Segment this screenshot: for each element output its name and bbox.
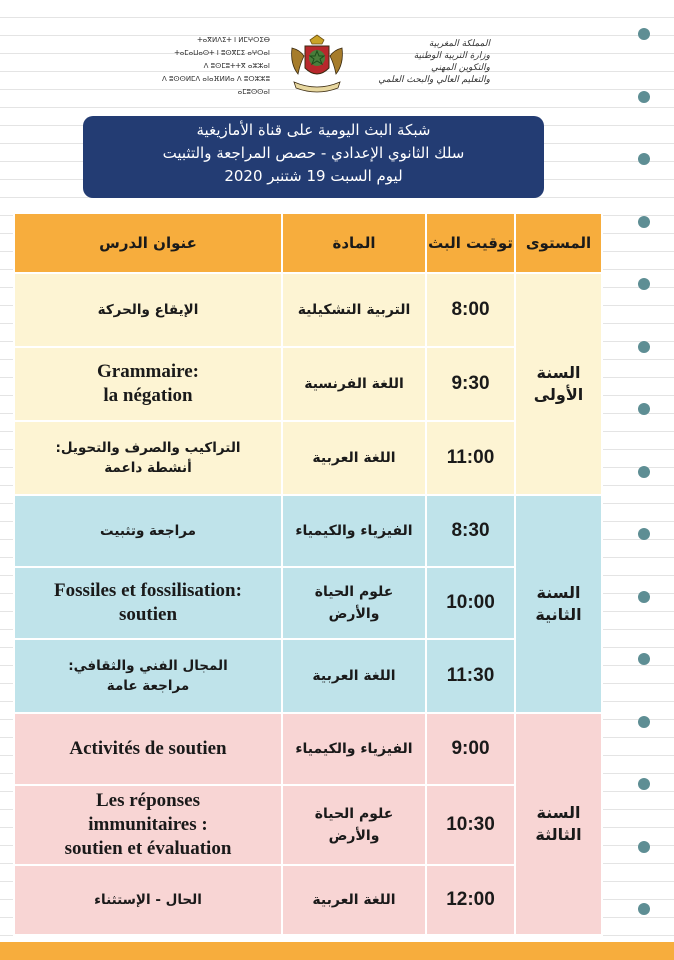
level-cell-year-3: السنة الثالثة <box>515 713 602 935</box>
bullet-dot <box>638 403 650 415</box>
broadcast-schedule-table <box>13 212 603 936</box>
time-cell: 12:00 <box>426 865 515 935</box>
table-row <box>14 495 602 567</box>
schedule-title-box <box>83 116 544 198</box>
table-row <box>14 347 602 421</box>
time-cell: 10:00 <box>426 567 515 639</box>
lesson-cell: Activités de soutien <box>14 713 282 785</box>
bullet-dot <box>638 778 650 790</box>
time-cell: 9:30 <box>426 347 515 421</box>
bullet-dot <box>638 278 650 290</box>
bullet-dot <box>638 653 650 665</box>
time-cell: 9:00 <box>426 713 515 785</box>
bullet-dot <box>638 216 650 228</box>
lesson-cell: Les réponses immunitaires : soutien et évaluation <box>14 785 282 865</box>
ministry-name-arabic: المملكة المغربية وزارة التربية الوطنية والتكوين المهني والتعليم العالي والبحث العلمي <box>378 39 490 85</box>
title-date: ليوم السبت 19 شتنبر 2020 <box>224 167 403 185</box>
subject-cell: الفيزياء والكيمياء <box>282 495 426 567</box>
bullet-dot <box>638 341 650 353</box>
lesson-cell: Fossiles et fossilisation: soutien <box>14 567 282 639</box>
subject-cell: اللغة العربية <box>282 865 426 935</box>
subject-cell: اللغة العربية <box>282 421 426 495</box>
bullet-dot <box>638 466 650 478</box>
header-subject: المادة <box>282 213 426 273</box>
ministry-header <box>150 34 490 104</box>
header-level: المستوى <box>515 213 602 273</box>
lesson-cell: Grammaire: la négation <box>14 347 282 421</box>
bullet-dot <box>638 903 650 915</box>
subject-cell: التربية التشكيلية <box>282 273 426 347</box>
lesson-cell: التراكيب والصرف والتحويل: أنشطة داعمة <box>14 421 282 495</box>
bullet-dot <box>638 716 650 728</box>
lesson-cell: الحال - الإستثناء <box>14 865 282 935</box>
lesson-cell: مراجعة وتثبيت <box>14 495 282 567</box>
moroccan-coat-of-arms-icon <box>288 34 346 96</box>
subject-cell: علوم الحياة والأرض <box>282 785 426 865</box>
subject-cell: اللغة الفرنسية <box>282 347 426 421</box>
table-row <box>14 567 602 639</box>
time-cell: 10:30 <box>426 785 515 865</box>
time-cell: 11:00 <box>426 421 515 495</box>
lesson-cell: الإيقاع والحركة <box>14 273 282 347</box>
time-cell: 8:30 <box>426 495 515 567</box>
subject-cell: اللغة العربية <box>282 639 426 713</box>
level-cell-year-2: السنة الثانية <box>515 495 602 713</box>
header-time: توقيت البث <box>426 213 515 273</box>
bullet-dot <box>638 28 650 40</box>
time-cell: 11:30 <box>426 639 515 713</box>
bullet-dot <box>638 153 650 165</box>
subject-cell: علوم الحياة والأرض <box>282 567 426 639</box>
level-cell-year-1: السنة الأولى <box>515 273 602 495</box>
time-cell: 8:00 <box>426 273 515 347</box>
table-row <box>14 273 602 347</box>
table-row <box>14 785 602 865</box>
footer-bar <box>0 942 674 960</box>
bullet-dot <box>638 91 650 103</box>
bullet-dot <box>638 528 650 540</box>
table-row <box>14 865 602 935</box>
tifinagh-ministry-name: ⵜⴰⴳⵍⴷⵉⵜ ⵏ ⵍⵎⵖⵔⵉⴱ ⵜⴰⵎⴰⵡⴰⵙⵜ ⵏ ⵓⵙⴳⵎⵉ ⴰⵖⵔⴰⵏ ⴷ ⵓⵙⵎⵓⵜⵜⴳ ⴰⵣⵣⴰⵏ ⴷ ⵓⵙⵙⵍⵎⴷ ⴰⵏⴰⴼⵍⵍⴰ ⴷ ⵓⵔⵣⵣⵓ ⴰⵎⵓⵙⵙⴰⵏ <box>161 36 270 96</box>
bullet-dot <box>638 591 650 603</box>
bullet-dot <box>638 841 650 853</box>
title-line-2: سلك الثانوي الإعدادي - حصص المراجعة والتثبيت <box>162 144 465 162</box>
subject-cell: الفيزياء والكيمياء <box>282 713 426 785</box>
header-lesson: عنوان الدرس <box>14 213 282 273</box>
table-row <box>14 421 602 495</box>
lesson-cell: المجال الفني والثقافي: مراجعة عامة <box>14 639 282 713</box>
table-row <box>14 639 602 713</box>
table-row <box>14 713 602 785</box>
title-line-1: شبكة البث اليومية على قناة الأمازيغية <box>196 121 431 139</box>
table-header-row <box>14 213 602 273</box>
